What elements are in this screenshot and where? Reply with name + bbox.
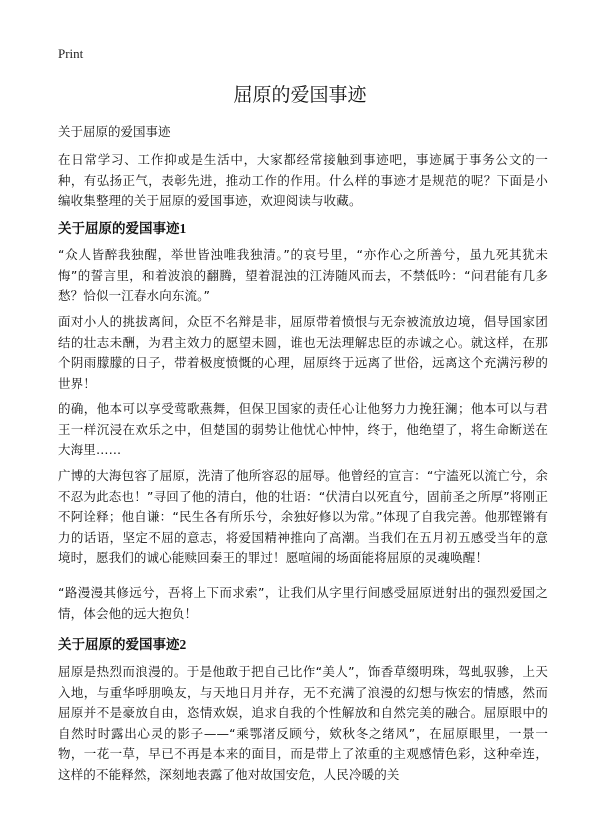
section-1-heading: 关于屈原的爱国事迹1 (58, 221, 187, 236)
section-1-paragraph-2: 面对小人的挑拔离间，众臣不名辩是非，屈原带着愤恨与无奈被流放边境，倡导国家团结的壮志未酬，为君主效力的愿望未圆，谁也无法理解忠臣的赤诚之心。就这样，在那个阴雨朦朦的日子，带着极度愤慨的心理，屈原终于远离了世俗，远离这个充满污秽的世界！ (58, 314, 548, 391)
section-2-heading: 关于屈原的爱国事迹2 (58, 637, 187, 652)
intro-paragraph: 在日常学习、工作抑或是生活中，大家都经常接触到事迹吧，事迹属于事务公文的一种，有弘扬正气，表彰先进，推动工作的作用。什么样的事迹才是规范的呢？下面是小编收集整理的关于屈原的爱国事迹，欢迎阅读与收藏。 (58, 152, 548, 208)
section-2-paragraph-1: 屈原是热烈而浪漫的。于是他敢于把自己比作“美人”，饰香草缀明珠，驾虬驭骖，上天入地，与重华呼朋唤友，与天地日月并存，无不充满了浪漫的幻想与恢宏的情感，然而屈原并不是豪放自由，恣情欢娱，追求自我的个性解放和自然完美的融合。屈原眼中的自然时时露出心灵的影子——“乘鄂渚反顾兮，欸秋冬之绪风”，在屈原眼里，一景一物，一花一草，早已不再是本来的面目，而是带上了浓重的主观感情色彩，这种牵连，这样的不能释然，深刻地表露了他对故国安危，人民冷暖的关 (58, 664, 548, 782)
section-1-paragraph-1: “众人皆醉我独醒，举世皆浊唯我独清。”的哀号里，“亦作心之所善兮，虽九死其犹未悔”的誓言里，和着波浪的翻腾，望着混浊的江涛随风而去，不禁低吟：“问君能有几多愁？恰似一江春水向东流。” (58, 247, 548, 303)
document-subtitle: 关于屈原的爱国事迹 (58, 124, 171, 139)
print-link[interactable]: Print (58, 46, 84, 61)
section-1-paragraph-3: 的确，他本可以享受莺歌燕舞，但保卫国家的责任心让他努力力挽狂澜；他本可以与君王一样沉浸在欢乐之中，但楚国的弱势让他忧心忡忡，终于，他绝望了，将生命断送在大海里…… (58, 401, 548, 457)
section-1-paragraph-4: 广博的大海包容了屈原，洗清了他所容忍的屈辱。他曾经的宣言：“宁溘死以流亡兮，余不忍为此态也！”寻回了他的清白，他的壮语：“伏清白以死直兮，固前圣之所厚”将刚正不阿诠释；他自谦：“民生各有所乐兮，余独好修以为常。”体现了自我完善。他那铿锵有力的话语，坚定不屈的意志，将爱国精神推向了高潮。当我们在五月初五感受当年的意境时，愿我们的诚心能赎回秦王的罪过！愿喧闹的场面能将屈原的灵魂唤醒！ (58, 468, 548, 565)
document-title: 屈原的爱国事迹 (233, 84, 367, 106)
section-1-paragraph-5: “路漫漫其修远兮，吾将上下而求索”，让我们从字里行间感受屈原迸射出的强烈爱国之情，体会他的远大抱负！ (58, 585, 548, 621)
